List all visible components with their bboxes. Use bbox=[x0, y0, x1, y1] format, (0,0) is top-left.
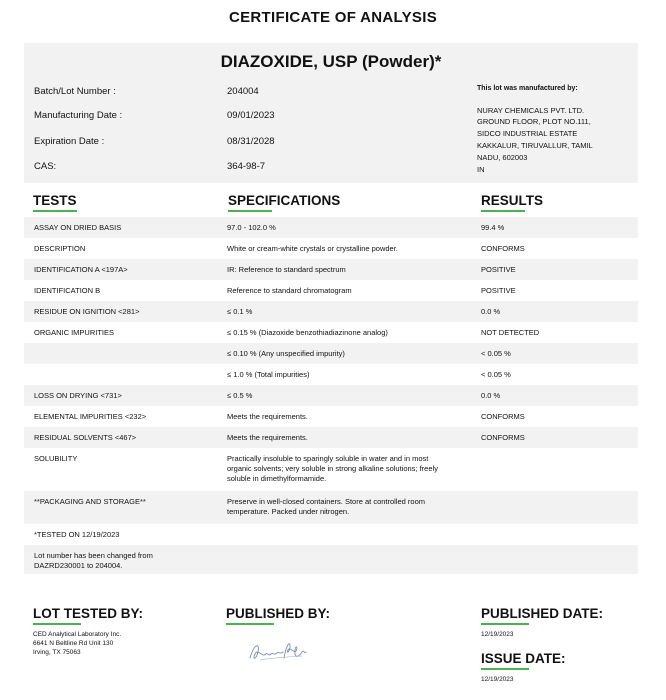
specifications-header-underline bbox=[228, 210, 272, 212]
batch-lot-label: Batch/Lot Number : bbox=[34, 86, 116, 97]
test-name: IDENTIFICATION B bbox=[34, 286, 101, 295]
test-results-table bbox=[24, 217, 638, 574]
issue-date-underline bbox=[481, 668, 529, 670]
test-name: RESIDUAL SOLVENTS <467> bbox=[34, 433, 137, 442]
published-date-underline bbox=[481, 623, 529, 625]
specification: Reference to standard chromatogram bbox=[227, 286, 352, 295]
result: < 0.05 % bbox=[481, 370, 511, 379]
specification: ≤ 0.5 % bbox=[227, 391, 253, 400]
published-date-heading: PUBLISHED DATE: bbox=[481, 606, 604, 621]
manufacturing-date-value: 09/01/2023 bbox=[227, 110, 275, 121]
result: 99.4 % bbox=[481, 223, 505, 232]
specification: ≤ 1.0 % (Total impurities) bbox=[227, 370, 310, 379]
table-row bbox=[24, 322, 638, 343]
table-row bbox=[24, 406, 638, 427]
manufacturer-line: GROUND FLOOR, PLOT NO.111, bbox=[477, 117, 591, 126]
result: CONFORMS bbox=[481, 412, 525, 421]
specification: ≤ 0.15 % (Diazoxide benzothiadiazinone analog) bbox=[227, 328, 388, 337]
published-date-value: 12/19/2023 bbox=[481, 631, 514, 638]
test-name: ASSAY ON DRIED BASIS bbox=[34, 223, 122, 232]
manufacturer-line: NADU, 602003 bbox=[477, 153, 528, 162]
results-header-underline bbox=[481, 210, 525, 212]
issue-date-value: 12/19/2023 bbox=[481, 676, 514, 683]
table-row bbox=[24, 524, 638, 545]
manufacturer-line: SIDCO INDUSTRIAL ESTATE bbox=[477, 129, 578, 138]
manufacturer-line: IN bbox=[477, 165, 485, 174]
table-row bbox=[24, 385, 638, 406]
cas-value: 364-98-7 bbox=[227, 161, 266, 172]
expiration-date-value: 08/31/2028 bbox=[227, 136, 275, 147]
lab-address-line: Irving, TX 75063 bbox=[33, 649, 81, 656]
cas-label: CAS: bbox=[34, 161, 57, 172]
test-name: RESIDUE ON IGNITION <281> bbox=[34, 307, 140, 316]
result: CONFORMS bbox=[481, 244, 525, 253]
table-row bbox=[24, 448, 638, 491]
result: < 0.05 % bbox=[481, 349, 511, 358]
test-name: *TESTED ON 12/19/2023 bbox=[34, 530, 120, 539]
tests-header-underline bbox=[33, 210, 77, 212]
table-row bbox=[24, 259, 638, 280]
batch-lot-value: 204004 bbox=[227, 86, 259, 97]
specification: ≤ 0.1 % bbox=[227, 307, 253, 316]
manufacturing-date-label: Manufacturing Date : bbox=[34, 110, 123, 121]
signature-image bbox=[246, 636, 312, 666]
test-name: Lot number has been changed from DAZRD230001 to 204004. bbox=[34, 551, 153, 570]
result: CONFORMS bbox=[481, 433, 525, 442]
table-row bbox=[24, 545, 638, 574]
specification: Meets the requirements. bbox=[227, 433, 308, 442]
manufacturer-line: KAKKALUR, TIRUVALLUR, TAMIL bbox=[477, 141, 593, 150]
specification: ≤ 0.10 % (Any unspecified impurity) bbox=[227, 349, 345, 358]
result: POSITIVE bbox=[481, 265, 516, 274]
test-name: ELEMENTAL IMPURITIES <232> bbox=[34, 412, 147, 421]
lab-address-line: CED Analytical Laboratory Inc. bbox=[33, 631, 122, 638]
published-by-underline bbox=[226, 623, 274, 625]
result: 0.0 % bbox=[481, 391, 501, 400]
lot-tested-underline bbox=[33, 623, 81, 625]
test-name: LOSS ON DRYING <731> bbox=[34, 391, 122, 400]
tests-column-header: TESTS bbox=[33, 193, 77, 208]
test-name: SOLUBILITY bbox=[34, 454, 78, 463]
expiration-date-label: Expiration Date : bbox=[34, 136, 105, 147]
test-name: **PACKAGING AND STORAGE** bbox=[34, 497, 146, 506]
manufacturer-line: NURAY CHEMICALS PVT. LTD. bbox=[477, 106, 585, 115]
specification: White or cream-white crystals or crystalline powder. bbox=[227, 244, 398, 253]
table-row bbox=[24, 343, 638, 364]
specification: 97.0 - 102.0 % bbox=[227, 223, 276, 232]
manufacturer-label: This lot was manufactured by: bbox=[477, 85, 578, 92]
lab-address-line: 6641 N Beltline Rd Unit 130 bbox=[33, 640, 114, 647]
result: POSITIVE bbox=[481, 286, 516, 295]
test-name: IDENTIFICATION A <197A> bbox=[34, 265, 128, 274]
table-row bbox=[24, 217, 638, 238]
specification: Practically insoluble to sparingly soluble in water and in most organic solvents; very soluble in strong alkaline solutions; freely soluble in dimethylformamide. bbox=[227, 454, 438, 483]
table-row bbox=[24, 364, 638, 385]
test-name: ORGANIC IMPURITIES bbox=[34, 328, 115, 337]
result: NOT DETECTED bbox=[481, 328, 540, 337]
document-title: CERTIFICATE OF ANALYSIS bbox=[228, 9, 438, 26]
issue-date-heading: ISSUE DATE: bbox=[481, 651, 566, 666]
product-info-box bbox=[24, 43, 638, 183]
published-by-heading: PUBLISHED BY: bbox=[226, 606, 331, 621]
test-name: DESCRIPTION bbox=[34, 244, 86, 253]
specification: Meets the requirements. bbox=[227, 412, 308, 421]
result: 0.0 % bbox=[481, 307, 501, 316]
specifications-column-header: SPECIFICATIONS bbox=[228, 193, 341, 208]
table-row bbox=[24, 280, 638, 301]
table-row bbox=[24, 491, 638, 524]
table-row bbox=[24, 301, 638, 322]
specification: Preserve in well-closed containers. Store at controlled room temperature. Packed under nitrogen. bbox=[227, 497, 426, 516]
results-column-header: RESULTS bbox=[481, 193, 544, 208]
lot-tested-by-heading: LOT TESTED BY: bbox=[33, 606, 143, 621]
table-row bbox=[24, 238, 638, 259]
product-name: DIAZOXIDE, USP (Powder)* bbox=[220, 52, 442, 71]
specification: IR: Reference to standard spectrum bbox=[227, 265, 346, 274]
table-row bbox=[24, 427, 638, 448]
